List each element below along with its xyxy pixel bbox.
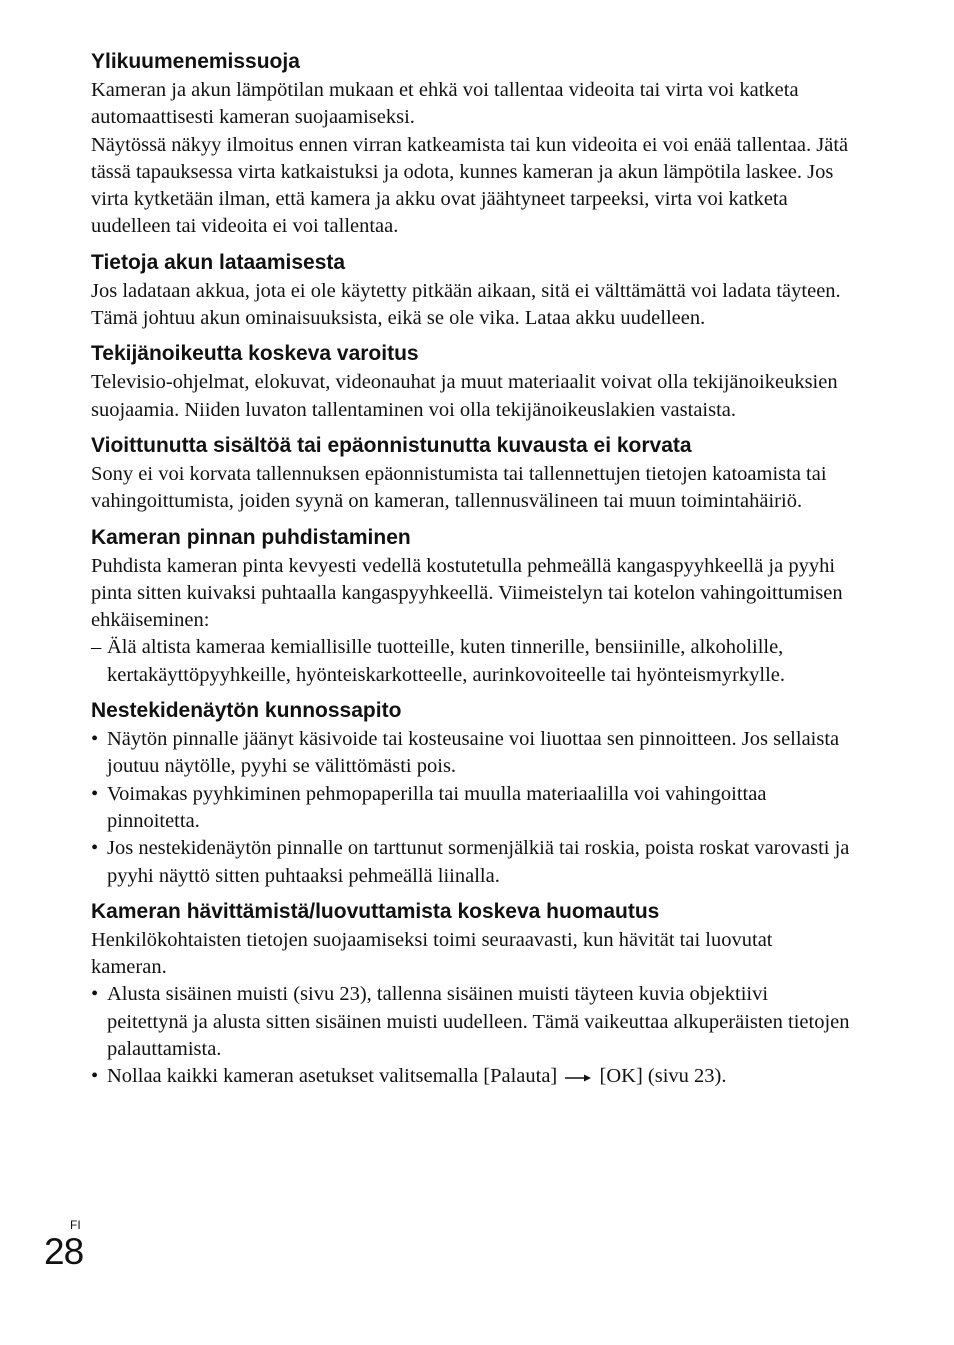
list-item bbox=[91, 726, 851, 781]
language-code: FI bbox=[70, 1218, 81, 1232]
paragraph: Tämä johtuu akun ominaisuuksista, eikä se ole vika. Lataa akku uudelleen. bbox=[91, 307, 706, 330]
section-surface-cleaning bbox=[91, 524, 851, 689]
paragraph: Henkilökohtaisten tietojen suojaamiseksi toimi seuraavasti, kun hävität tai luovutat kameran. bbox=[91, 928, 773, 979]
list-item bbox=[91, 781, 851, 836]
section-disposal-notice bbox=[91, 898, 851, 1091]
list-item-text-before-arrow: Nollaa kaikki kameran asetukset valitsemalla [Palauta] bbox=[107, 1065, 558, 1088]
paragraph: Kameran ja akun lämpötilan mukaan et ehkä voi tallentaa videoita tai virta voi katketa automaattisesti kameran suojaamiseksi. bbox=[91, 79, 799, 129]
page-content bbox=[91, 48, 851, 1091]
section-heading: Tekijänoikeutta koskeva varoitus bbox=[91, 342, 419, 366]
list-item bbox=[91, 835, 851, 890]
dash-marker: – bbox=[91, 636, 102, 659]
paragraph: Sony ei voi korvata tallennuksen epäonnistumista tai tallennettujen tietojen katoamista tai vahingoittumista, joiden syynä on kameran, tallennusvälineen tai muun toimintahäiriö. bbox=[91, 462, 827, 513]
list-item bbox=[91, 634, 851, 689]
bullet-marker: • bbox=[91, 983, 99, 1006]
list-item bbox=[91, 981, 851, 1063]
bullet-list bbox=[91, 981, 851, 1091]
section-heading: Kameran pinnan puhdistaminen bbox=[91, 525, 411, 549]
list-item-text: Älä altista kameraa kemiallisille tuotteille, kuten tinnerille, bensiinille, alkoholille, kertakäyttöpyyhkeille, hyönteiskarkotteelle, aurinkovoiteelle tai hyönteismyrkylle. bbox=[107, 636, 786, 686]
bullet-marker: • bbox=[91, 1065, 99, 1088]
paragraph: Puhdista kameran pinta kevyesti vedellä kostutetulla pehmeällä kangaspyyhkeellä ja pyyhi pinta sitten kuivaksi puhtaalla kangaspyyhkeellä. Viimeistelyn tai kotelon vahingoittumisen ehkäiseminen: bbox=[91, 554, 843, 632]
list-item-text: Alusta sisäinen muisti (sivu 23), tallenna sisäinen muisti täyteen kuvia objektiivi peitettynä ja alusta sitten sisäinen muisti uudelleen. Tämä vaikeuttaa alkuperäisten tietojen palauttamista. bbox=[107, 983, 850, 1061]
section-lcd-care bbox=[91, 697, 851, 890]
list-item-text: Jos nestekidenäytön pinnalle on tarttunut sormenjälkiä tai roskia, poista roskat varovasti ja pyyhi näyttö sitten puhtaaksi pehmeällä liinalla. bbox=[107, 837, 850, 887]
bullet-marker: • bbox=[91, 728, 99, 751]
paragraph: Näytössä näkyy ilmoitus ennen virran katkeamista tai kun videoita ei voi enää tallentaa. Jätä tässä tapauksessa virta katkaistuksi ja odota, kunnes kameran ja akun lämpötila laskee. Jos virta kytketään ilman, että kamera ja akku ovat jäähtyneet tarpeeksi, virta voi katketa uudelleen tai videoita ei voi tallentaa. bbox=[91, 133, 849, 238]
paragraph: Jos ladataan akkua, jota ei ole käytetty pitkään aikaan, sitä ei välttämättä voi ladata täyteen. bbox=[91, 279, 841, 302]
section-overheat-protection bbox=[91, 48, 851, 241]
list-item-text: Näytön pinnalle jäänyt käsivoide tai kosteusaine voi liuottaa sen pinnoitteen. Jos sellaista joutuu näytölle, pyyhi se välittömästi pois. bbox=[107, 728, 840, 778]
dash-list bbox=[91, 634, 851, 689]
section-heading: Nestekidenäytön kunnossapito bbox=[91, 699, 402, 723]
bullet-marker: • bbox=[91, 837, 99, 860]
page-number: 28 bbox=[44, 1231, 84, 1272]
section-battery-charging bbox=[91, 249, 851, 333]
section-copyright-warning bbox=[91, 340, 851, 424]
section-heading: Kameran hävittämistä/luovuttamista koskeva huomautus bbox=[91, 899, 660, 923]
section-heading: Tietoja akun lataamisesta bbox=[91, 250, 346, 274]
right-arrow-icon bbox=[565, 1064, 591, 1091]
section-heading: Vioittunutta sisältöä tai epäonnistunutta kuvausta ei korvata bbox=[91, 433, 692, 457]
paragraph: Televisio-ohjelmat, elokuvat, videonauhat ja muut materiaalit voivat olla tekijänoikeuksien suojaamia. Niiden luvaton tallentaminen voi olla tekijänoikeuslakien vastaista. bbox=[91, 371, 838, 421]
bullet-list bbox=[91, 726, 851, 890]
list-item bbox=[91, 1063, 851, 1091]
bullet-marker: • bbox=[91, 782, 99, 805]
list-item-text: Voimakas pyyhkiminen pehmopaperilla tai muulla materiaalilla voi vahingoittaa pinnoitetta. bbox=[107, 782, 767, 832]
section-heading: Ylikuumenemissuoja bbox=[91, 50, 300, 73]
section-no-compensation bbox=[91, 432, 851, 516]
list-item-text-after-arrow: [OK] (sivu 23). bbox=[599, 1065, 727, 1088]
